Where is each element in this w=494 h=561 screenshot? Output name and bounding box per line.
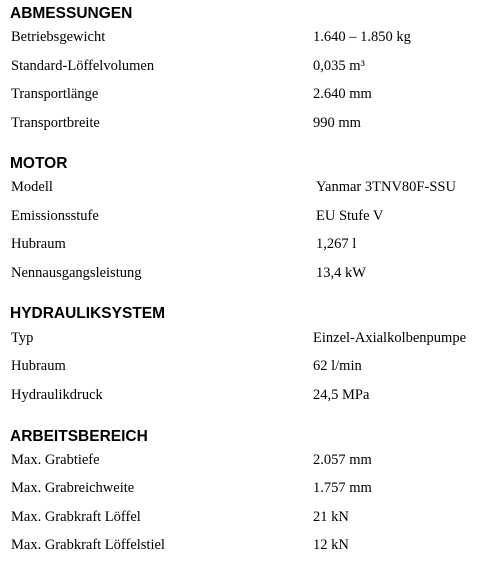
spec-value: Einzel-Axialkolbenpumpe bbox=[313, 330, 467, 346]
spec-row bbox=[0, 356, 494, 376]
spec-row bbox=[0, 27, 494, 47]
spec-value: 62 l/min bbox=[313, 358, 362, 374]
spec-value: 1.757 mm bbox=[313, 480, 372, 496]
spec-value: Yanmar 3TNV80F-SSU bbox=[316, 179, 456, 195]
spec-label: Max. Grabreichweite bbox=[11, 480, 135, 496]
spec-label: Emissionsstufe bbox=[11, 208, 99, 224]
spec-row bbox=[0, 56, 494, 76]
section-title: MOTOR bbox=[10, 155, 68, 172]
spec-label: Transportlänge bbox=[11, 86, 99, 102]
spec-row bbox=[0, 535, 494, 555]
spec-row bbox=[0, 450, 494, 470]
spec-row bbox=[0, 206, 494, 226]
spec-row bbox=[0, 177, 494, 197]
spec-label: Max. Grabkraft Löffel bbox=[11, 509, 141, 525]
spec-row bbox=[0, 385, 494, 405]
spec-label: Nennausgangsleistung bbox=[11, 265, 142, 281]
spec-row bbox=[0, 84, 494, 104]
spec-label: Transportbreite bbox=[11, 115, 100, 131]
spec-value: 2.640 mm bbox=[313, 86, 372, 102]
spec-label: Hydraulikdruck bbox=[11, 387, 103, 403]
spec-label: Hubraum bbox=[11, 358, 66, 374]
spec-label: Max. Grabkraft Löffelstiel bbox=[11, 537, 165, 553]
spec-row bbox=[0, 234, 494, 254]
section-title: ARBEITSBEREICH bbox=[10, 428, 148, 445]
spec-value: EU Stufe V bbox=[316, 208, 384, 224]
spec-value: 24,5 MPa bbox=[313, 387, 370, 403]
section-title: HYDRAULIKSYSTEM bbox=[10, 305, 166, 322]
spec-label: Max. Grabtiefe bbox=[11, 452, 100, 468]
spec-value: 0,035 m³ bbox=[313, 58, 365, 74]
spec-row bbox=[0, 113, 494, 133]
spec-value: 990 mm bbox=[313, 115, 361, 131]
spec-row bbox=[0, 507, 494, 527]
spec-value: 1.640 – 1.850 kg bbox=[313, 29, 411, 45]
spec-value: 13,4 kW bbox=[316, 265, 366, 281]
spec-label: Hubraum bbox=[11, 236, 66, 252]
spec-value: 1,267 l bbox=[316, 236, 357, 252]
spec-row bbox=[0, 328, 494, 348]
spec-label: Modell bbox=[11, 179, 53, 195]
spec-value: 2.057 mm bbox=[313, 452, 372, 468]
spec-row bbox=[0, 263, 494, 283]
spec-label: Typ bbox=[11, 330, 34, 346]
spec-value: 12 kN bbox=[313, 537, 349, 553]
section-title: ABMESSUNGEN bbox=[10, 5, 133, 22]
spec-label: Standard-Löffelvolumen bbox=[11, 58, 155, 74]
spec-value: 21 kN bbox=[313, 509, 349, 525]
spec-row bbox=[0, 478, 494, 498]
spec-label: Betriebsgewicht bbox=[11, 29, 106, 45]
